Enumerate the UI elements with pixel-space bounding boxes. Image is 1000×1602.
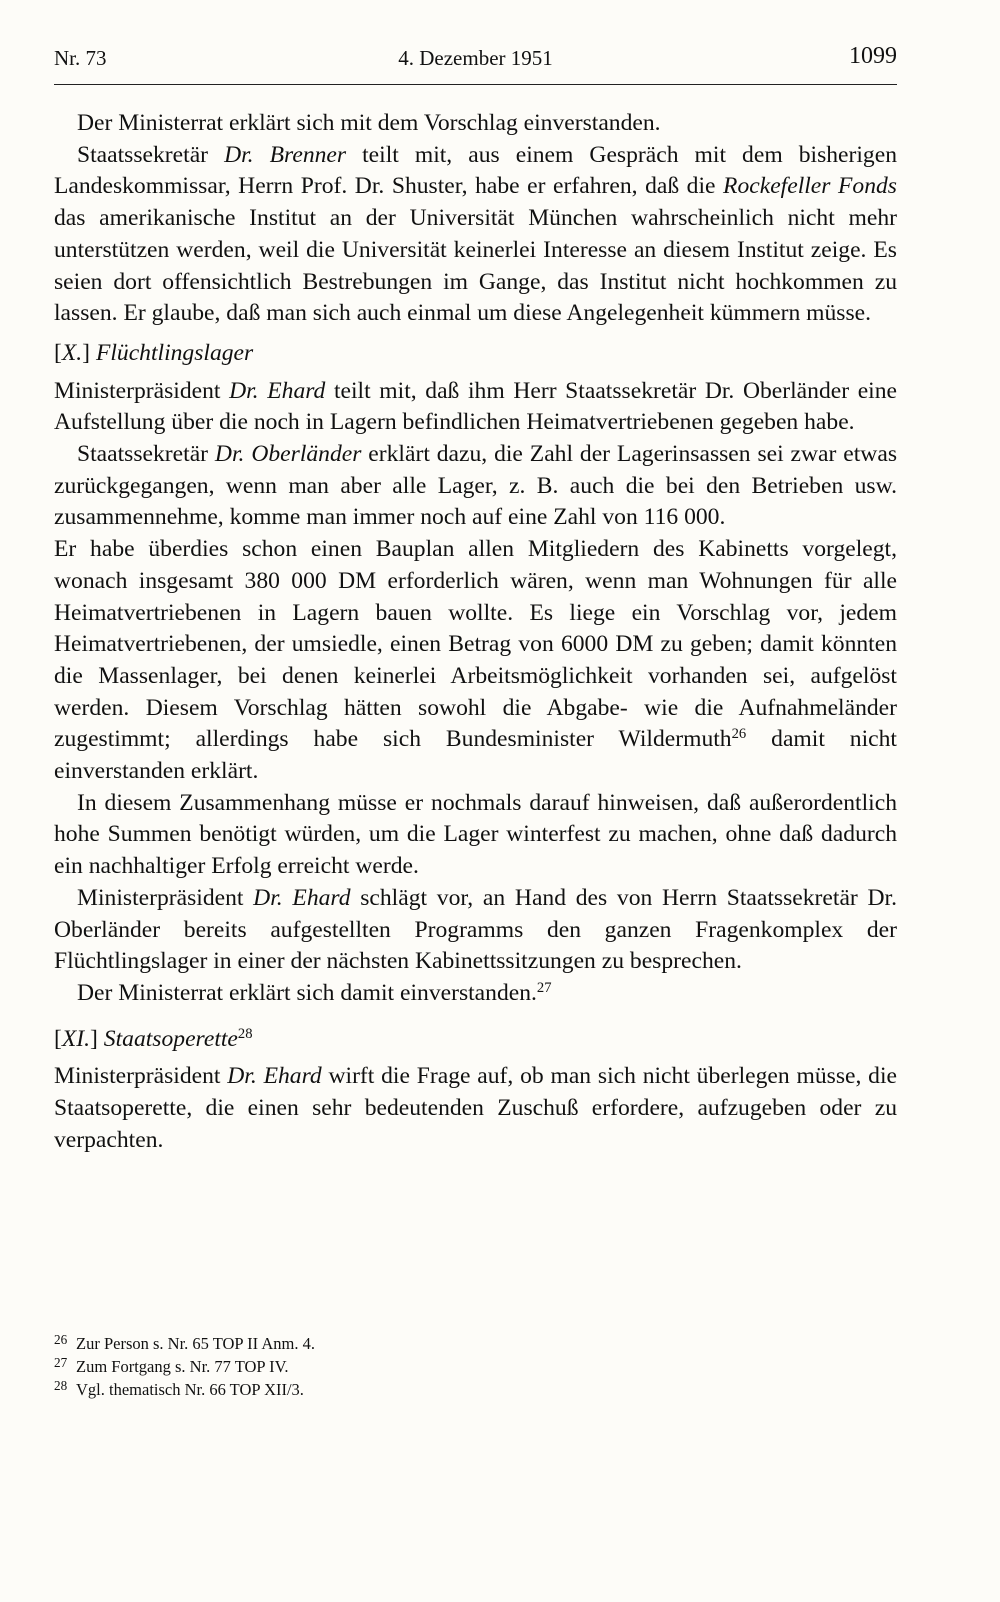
person-name: Ehard (292, 884, 351, 911)
text-run: das amerikanische Institut an der Universität München wahrscheinlich nicht mehr unterstützen werden, weil die Universität keinerlei Interesse an diesem Institut zeige. Es seien dort offensichtlich Bestrebungen im Gange, das Institut nicht hochkommen zu lassen. Er glaube, daß man sich auch einmal um diese Angelegenheit kümmern müsse. (54, 205, 897, 327)
text-run: Ministerpräsident (54, 377, 230, 404)
text-run: Ministerpräsident (77, 884, 254, 911)
paragraph (54, 439, 897, 534)
text-run: Dr. (253, 884, 283, 911)
text-run: teilt mit, aus einem Gespräch mit dem bisherigen Landeskommissar, Herrn Prof. Dr. Shuster, habe er erfahren, daß die (54, 141, 897, 200)
paragraph (54, 978, 897, 1010)
person-name: Ehard (263, 1063, 322, 1090)
text-run: Der Ministerrat erklärt sich damit einverstanden. (77, 979, 537, 1006)
footnote-text: Zur Person s. Nr. 65 TOP II Anm. 4. (76, 1334, 315, 1353)
footnote-ref: 26 (731, 726, 747, 743)
section-number: XI. (61, 1025, 91, 1052)
paragraph (54, 140, 897, 330)
text-run: schlägt vor, an Hand des von Herrn Staatssekretär Dr. Oberländer bereits aufgestellten Programms den ganzen Fragenkomplex der Flüchtlingslager in einer der nächsten Kabinettssitzungen zu besprechen. (54, 884, 897, 975)
footnotes (54, 1332, 897, 1401)
text-run: Staatssekretär (77, 141, 225, 168)
header-date: 4. Dezember 1951 (398, 46, 553, 70)
text-run: Dr. (224, 141, 254, 168)
section-title: Staatsoperette (103, 1025, 238, 1052)
text-run: Er habe überdies schon einen Bauplan allen Mitgliedern des Kabinetts vorgelegt, wonach insgesamt 380 000 DM erforderlich wären, wenn man Wohnungen für alle Heimatvertriebenen in Lagern bauen wollte. Es liege ein Vorschlag vor, jedem Heimatvertriebenen, der umsiedle, einen Betrag von 6000 DM zu geben; damit könnten die Massenlager, bei denen keinerlei Arbeitsmöglichkeit vorhanden sei, aufgelöst werden. Diesem Vorschlag hätten sowohl die Abgabe- wie die Aufnahmeländer zugestimmt; allerdings habe sich Bundesminister Wildermuth (54, 536, 897, 753)
footnote: $^{26}$ Zur Person s. Nr. 65 TOP II Anm. 4. (54, 1332, 315, 1353)
paragraph (54, 1061, 897, 1156)
section-number: X. (61, 339, 83, 366)
footnote: $^{28}$ Vgl. thematisch Nr. 66 TOP XII/3. (54, 1378, 304, 1399)
section-title: Flüchtlingslager (95, 339, 254, 366)
document-number: Nr. 73 (54, 46, 107, 70)
paragraph (54, 534, 897, 788)
page-number: 1099 (849, 43, 897, 69)
paragraph: In diesem Zusammenhang müsse er nochmals darauf hinweisen, daß außerordentlich hohe Summen benötigt würden, um die Lager winterfest zu machen, ohne daß dadurch ein nachhaltiger Erfolg erreicht werde. (54, 789, 897, 880)
footnote-text: Zum Fortgang s. Nr. 77 TOP IV. (76, 1357, 289, 1376)
text-run: Dr. (229, 377, 259, 404)
person-name: Brenner (269, 141, 347, 168)
text-run: erklärt dazu, die Zahl der Lagerinsassen sei zwar etwas zurückgegangen, wenn man aber alle Lager, z. B. auch die bei den Betrieben usw. zusammennehme, komme man immer noch auf eine Zahl von 116 000. (54, 441, 897, 531)
text-run: Ministerpräsident (54, 1063, 228, 1090)
footnote-text: Vgl. thematisch Nr. 66 TOP XII/3. (76, 1380, 304, 1399)
running-header (54, 40, 897, 85)
text-run: Dr. (227, 1063, 257, 1090)
paragraph: Der Ministerrat erklärt sich mit dem Vorschlag einverstanden. (77, 110, 661, 136)
organization-name: Rockefeller Fonds (723, 173, 897, 200)
person-name: Ehard (267, 377, 326, 404)
main-text (54, 108, 897, 1157)
text-run: Dr. (214, 441, 245, 468)
footnote-ref: 27 (536, 979, 552, 996)
paragraph (54, 883, 897, 978)
text-run: damit nicht einverstanden erklärt. (54, 726, 897, 785)
section-heading: [X.] Flüchtlingslager (54, 339, 254, 366)
text-run: wirft die Frage auf, ob man sich nicht überlegen müsse, die Staatsoperette, die einen sehr bedeutenden Zuschuß erfordere, aufzugeben oder zu verpachten. (54, 1063, 897, 1153)
footnote: $^{27}$ Zum Fortgang s. Nr. 77 TOP IV. (54, 1355, 289, 1376)
footnote-ref: 28 (237, 1025, 253, 1042)
text-run: Staatssekretär (77, 441, 215, 468)
person-name: Oberländer (251, 441, 362, 468)
text-run: teilt mit, daß ihm Herr Staatssekretär Dr. Oberländer eine Aufstellung über die noch in Lagern befindlichen Heimatvertriebenen gegeben habe. (54, 377, 897, 436)
section-heading: [XI.] Staatsoperette$^{28}$ (54, 1025, 253, 1052)
paragraph (54, 376, 897, 439)
